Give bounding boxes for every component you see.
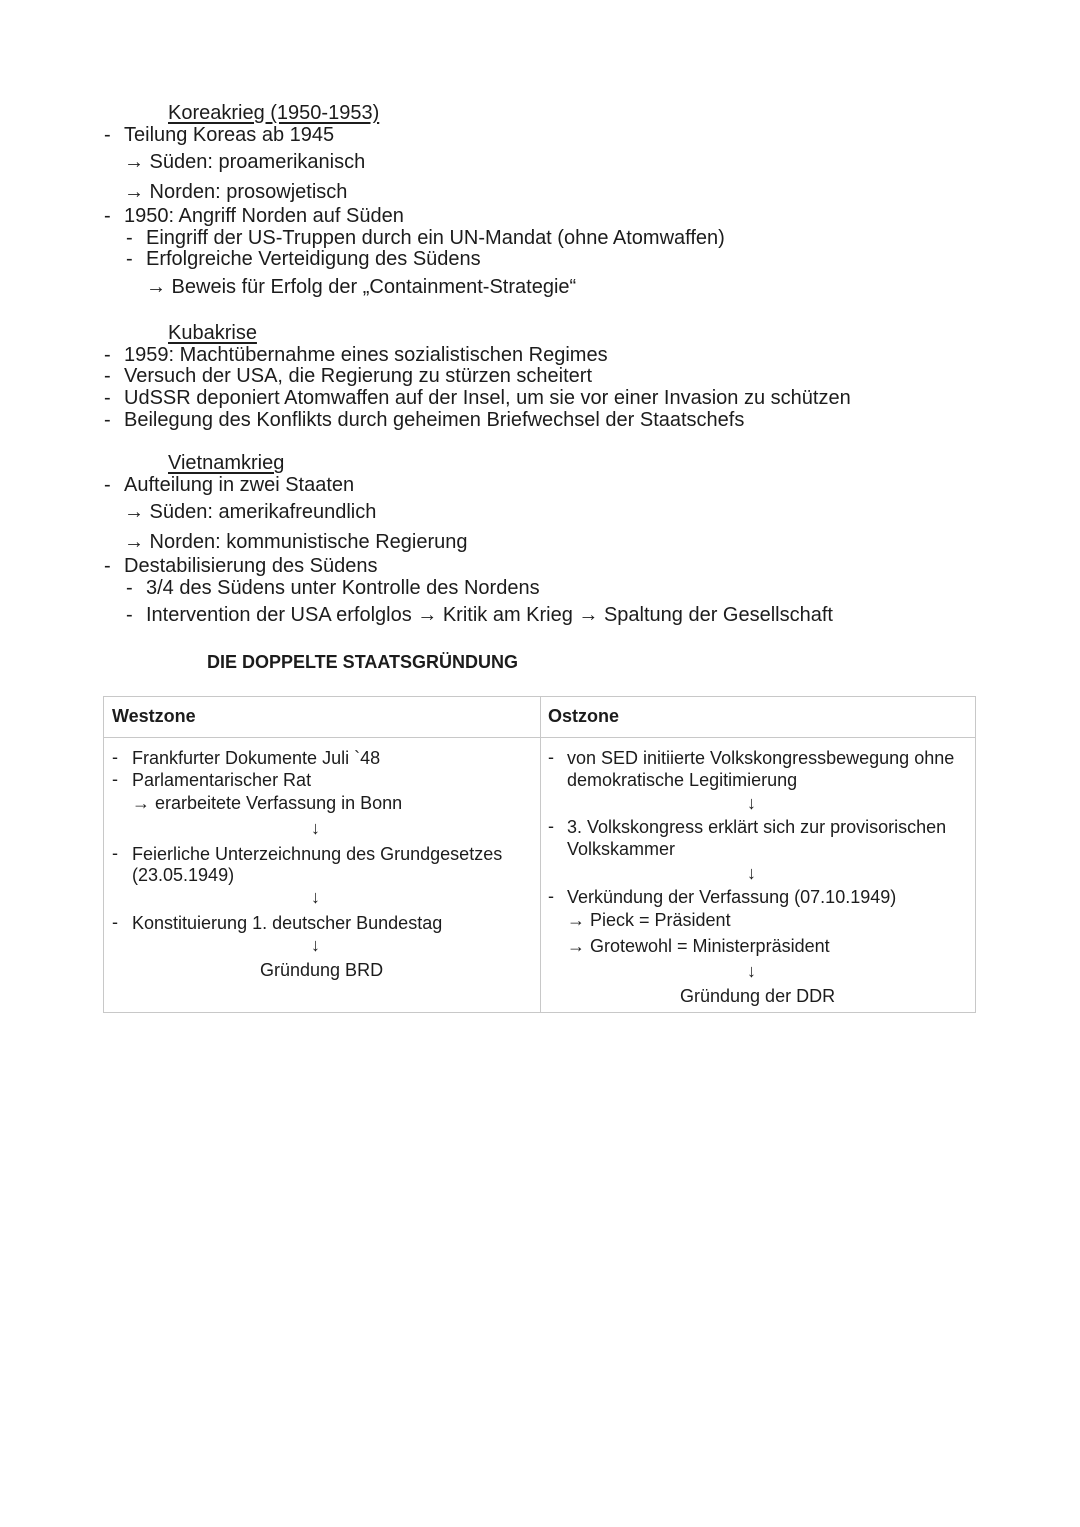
- korea-line-6: Erfolgreiche Verteidigung des Südens: [146, 248, 481, 270]
- bullet: -: [104, 365, 111, 387]
- vietnam-line-1: Aufteilung in zwei Staaten: [124, 474, 355, 496]
- bullet: -: [104, 124, 111, 146]
- ost-line-2: demokratische Legitimierung: [567, 770, 798, 790]
- korea-line-3: → Norden: prosowjetisch: [124, 181, 348, 203]
- bullet: -: [104, 409, 111, 431]
- west-line-5: (23.05.1949): [132, 865, 235, 885]
- ost-line-3: 3. Volkskongress erklärt sich zur provisorischen: [567, 817, 947, 837]
- korea-heading: Koreakrieg (1950-1953): [168, 102, 380, 124]
- ost-header: Ostzone: [548, 706, 620, 726]
- down-arrow: ↓: [747, 961, 756, 981]
- down-arrow: ↓: [747, 793, 756, 813]
- kuba-line-1: 1959: Machtübernahme eines sozialistischen Regimes: [124, 344, 608, 366]
- ost-line-1: von SED initiierte Volkskongressbewegung ohne: [567, 748, 955, 768]
- bullet: -: [548, 886, 554, 906]
- bullet: -: [126, 227, 133, 249]
- bullet: -: [126, 604, 133, 626]
- staat-heading: DIE DOPPELTE STAATSGRÜNDUNG: [207, 652, 519, 672]
- vietnam-line-6: Intervention der USA erfolglos → Kritik am Krieg → Spaltung der Gesellschaft: [146, 604, 833, 626]
- bullet: -: [126, 577, 133, 599]
- vietnam-line-5: 3/4 des Südens unter Kontrolle des Nordens: [146, 577, 540, 599]
- bullet: -: [112, 843, 118, 863]
- west-line-2: Parlamentarischer Rat: [132, 770, 312, 790]
- bullet: -: [112, 747, 118, 767]
- down-arrow: ↓: [311, 818, 320, 838]
- ost-line-4: Volkskammer: [567, 839, 676, 859]
- bullet: -: [548, 816, 554, 836]
- down-arrow: ↓: [311, 935, 320, 955]
- kuba-line-2: Versuch der USA, die Regierung zu stürzen scheitert: [124, 365, 593, 387]
- vietnam-line-2: → Süden: amerikafreundlich: [124, 501, 377, 523]
- down-arrow: ↓: [311, 887, 320, 907]
- vietnam-heading: Vietnamkrieg: [168, 452, 285, 474]
- kuba-heading: Kubakrise: [168, 322, 257, 344]
- ost-line-7: → Grotewohl = Ministerpräsident: [567, 936, 830, 956]
- bullet: -: [112, 912, 118, 932]
- west-header: Westzone: [112, 706, 196, 726]
- korea-line-7: → Beweis für Erfolg der „Containment-Strategie“: [146, 276, 577, 298]
- vietnam-line-4: Destabilisierung des Südens: [124, 555, 378, 577]
- staat-table: [103, 696, 976, 1013]
- bullet: -: [104, 474, 111, 496]
- korea-line-2: → Süden: proamerikanisch: [124, 151, 366, 173]
- west-line-1: Frankfurter Dokumente Juli `48: [132, 748, 381, 768]
- ost-result: Gründung der DDR: [680, 986, 836, 1006]
- bullet: -: [104, 344, 111, 366]
- west-line-4: Feierliche Unterzeichnung des Grundgesetzes: [132, 844, 503, 864]
- korea-line-5: Eingriff der US-Truppen durch ein UN-Mandat (ohne Atomwaffen): [146, 227, 725, 249]
- ost-line-5: Verkündung der Verfassung (07.10.1949): [567, 887, 897, 907]
- bullet: -: [104, 205, 111, 227]
- bullet: -: [104, 387, 111, 409]
- header-divider: [104, 737, 975, 738]
- column-divider: [540, 697, 541, 1012]
- kuba-line-3: UdSSR deponiert Atomwaffen auf der Insel, um sie vor einer Invasion zu schützen: [124, 387, 851, 409]
- bullet: -: [548, 747, 554, 767]
- korea-line-4: 1950: Angriff Norden auf Süden: [124, 205, 404, 227]
- vietnam-line-3: → Norden: kommunistische Regierung: [124, 531, 468, 553]
- west-line-3: → erarbeitete Verfassung in Bonn: [132, 793, 403, 813]
- west-line-6: Konstituierung 1. deutscher Bundestag: [132, 913, 443, 933]
- kuba-line-4: Beilegung des Konflikts durch geheimen Briefwechsel der Staatschefs: [124, 409, 745, 431]
- west-result: Gründung BRD: [260, 960, 384, 980]
- bullet: -: [104, 555, 111, 577]
- korea-line-1: Teilung Koreas ab 1945: [124, 124, 335, 146]
- bullet: -: [112, 769, 118, 789]
- down-arrow: ↓: [747, 863, 756, 883]
- bullet: -: [126, 248, 133, 270]
- ost-line-6: → Pieck = Präsident: [567, 910, 731, 930]
